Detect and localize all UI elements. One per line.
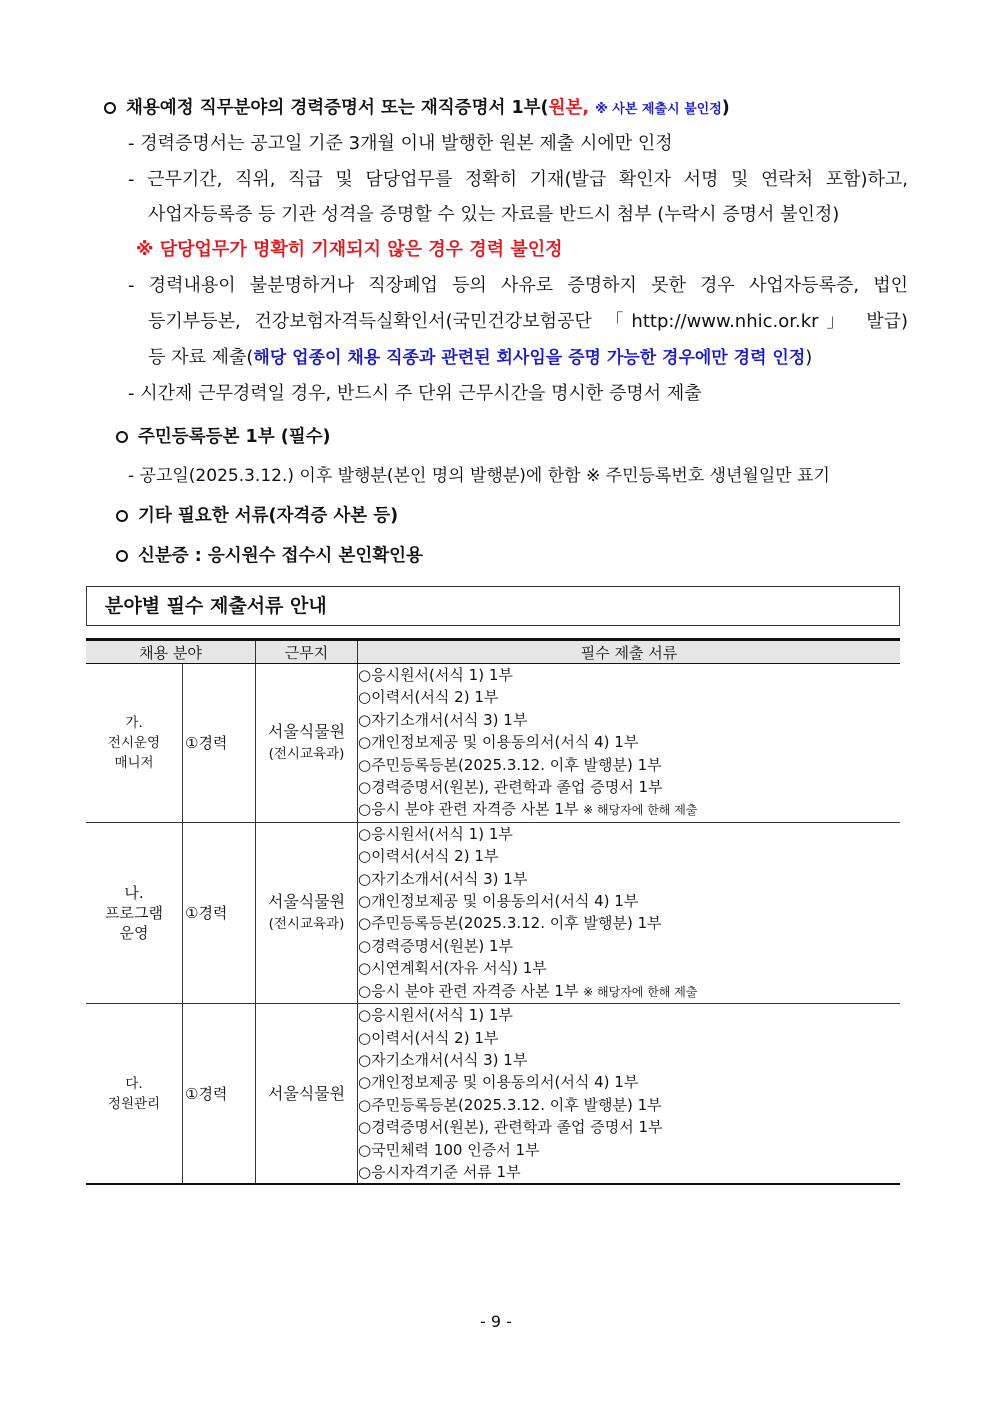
doc-item: ○응시자격기준 서류 1부 — [358, 1162, 521, 1181]
row-type: ①경력 — [183, 664, 256, 823]
section3-title-text: 기타 필요한 서류(자격증 사본 등) — [138, 506, 399, 526]
section1-warning: ※ 담당업무가 명확히 기재되지 않은 경우 경력 불인정 — [136, 239, 563, 260]
row-field-line: 다. — [125, 1075, 143, 1092]
section1-bullet-2-line2: 사업자등록증 등 기관 성격을 증명할 수 있는 자료를 반드시 첨부 (누락시 증명서 불인정) — [148, 204, 840, 225]
section1-bullet-2-line1: - 근무기간, 직위, 직급 및 담당업무를 정확히 기재(발급 확인자 서명 및 연락처 포함)하고, — [128, 169, 908, 190]
doc-item: ○응시원서(서식 1) 1부 — [358, 824, 513, 843]
row-docs — [358, 1004, 901, 1185]
row-place-dept: (전시교육과) — [268, 915, 345, 932]
doc-item: ○자기소개서(서식 3) 1부 — [358, 710, 528, 729]
table-row — [86, 1004, 900, 1185]
doc-item: ○자기소개서(서식 3) 1부 — [358, 869, 528, 888]
doc-item-note: ※ 해당자에 한해 제출 — [583, 984, 698, 999]
row-place-name: 서울식물원 — [267, 721, 346, 741]
section1-bullet-1: - 경력증명서는 공고일 기준 3개월 이내 발행한 원본 제출 시에만 인정 — [128, 133, 673, 154]
hollow-circle-bullet-icon — [116, 550, 128, 562]
row-type: ①경력 — [183, 822, 256, 1003]
row-field-line: 매니저 — [114, 754, 154, 771]
hollow-circle-bullet-icon — [104, 102, 116, 114]
row-field-line: 전시운영 — [107, 734, 161, 751]
section2-bullet-1: - 공고일(2025.3.12.) 이후 발행분(본인 명의 발행분)에 한함 ※ 주민등록번호 생년월일만 표기 — [128, 466, 830, 486]
doc-item: ○이력서(서식 2) 1부 — [358, 1028, 499, 1047]
doc-item: ○개인정보제공 및 이용동의서(서식 4) 1부 — [358, 892, 639, 911]
doc-item: ○경력증명서(원본) 1부 — [358, 936, 514, 955]
section3-title — [116, 504, 398, 528]
row-field — [86, 664, 183, 823]
hollow-circle-bullet-icon — [116, 510, 128, 522]
section1-bullet-3-line2: 등기부등본, 건강보험자격득실확인서(국민건강보험공단 「http://www.nhic.or.kr」 발급) — [148, 311, 908, 332]
required-documents-header-title: 분야별 필수 제출서류 안내 — [105, 595, 327, 617]
row-place-dept: (전시교육과) — [268, 745, 345, 762]
section1-title-original: 원본, — [548, 98, 590, 118]
row-place — [256, 664, 358, 823]
section1-title-close: ) — [721, 98, 730, 118]
header-field: 채용 분야 — [86, 640, 256, 664]
doc-item: ○개인정보제공 및 이용동의서(서식 4) 1부 — [358, 1073, 639, 1092]
page-number: - 9 - — [480, 1312, 512, 1331]
table-row — [86, 664, 900, 823]
doc-item: ○응시원서(서식 1) 1부 — [358, 1006, 513, 1025]
row-field-line: 나. — [124, 883, 144, 902]
hollow-circle-bullet-icon — [116, 431, 128, 443]
header-docs: 필수 제출 서류 — [358, 640, 901, 664]
row-docs — [358, 822, 901, 1003]
section2-title — [116, 425, 331, 449]
row-place-name: 서울식물원 — [267, 1083, 346, 1103]
row-type: ①경력 — [183, 1004, 256, 1185]
doc-item: ○자기소개서(서식 3) 1부 — [358, 1050, 528, 1069]
doc-item — [358, 798, 900, 821]
row-field-line: 프로그램 — [105, 903, 163, 922]
doc-item: ○개인정보제공 및 이용동의서(서식 4) 1부 — [358, 733, 639, 752]
required-documents-header-box — [86, 586, 900, 626]
section1-bullet-3-line1: - 경력내용이 불분명하거나 직장폐업 등의 사유로 증명하지 못한 경우 사업자등록증, 법인 — [128, 275, 908, 296]
doc-item-text: ○응시 분야 관련 자격증 사본 1부 — [358, 981, 579, 1000]
section1-title — [104, 96, 730, 122]
section1-title-main: 채용예정 직무분야의 경력증명서 또는 재직증명서 1부( — [126, 98, 549, 118]
section1-bullet-3-emphasis: 해당 업종이 채용 직종과 관련된 회사임을 증명 가능한 경우에만 경력 인정 — [253, 348, 806, 368]
row-place — [256, 1004, 358, 1185]
doc-item — [358, 980, 900, 1003]
doc-item: ○경력증명서(원본), 관련학과 졸업 증명서 1부 — [358, 778, 663, 797]
section1-bullet-3-line3-start: 등 자료 제출( — [148, 347, 254, 368]
row-field-line: 정원관리 — [107, 1095, 161, 1112]
section1-bullet-4: - 시간제 근무경력일 경우, 반드시 주 단위 근무시간을 명시한 증명서 제출 — [128, 383, 702, 404]
doc-item: ○국민체력 100 인증서 1부 — [358, 1140, 540, 1159]
row-docs — [358, 664, 901, 823]
doc-item: ○주민등록등본(2025.3.12. 이후 발행분) 1부 — [358, 755, 662, 774]
required-documents-table — [86, 638, 900, 1185]
row-place-name: 서울식물원 — [267, 891, 346, 911]
doc-item: ○이력서(서식 2) 1부 — [358, 847, 499, 866]
section1-bullet-3-line3 — [148, 346, 812, 370]
doc-item: ○시연계획서(자유 서식) 1부 — [358, 959, 547, 978]
section4-title — [116, 544, 423, 568]
row-place — [256, 822, 358, 1003]
doc-item: ○주민등록등본(2025.3.12. 이후 발행분) 1부 — [358, 914, 662, 933]
section1-bullet-3-line3-end: ) — [805, 347, 813, 368]
section4-title-text: 신분증 : 응시원수 접수시 본인확인용 — [138, 546, 423, 566]
row-field — [86, 1004, 183, 1185]
doc-item: ○경력증명서(원본), 관련학과 졸업 증명서 1부 — [358, 1118, 663, 1137]
doc-item: ○이력서(서식 2) 1부 — [358, 688, 499, 707]
header-place: 근무지 — [256, 640, 358, 664]
section1-title-note: ※ 사본 제출시 불인정 — [595, 102, 722, 117]
section2-title-text: 주민등록등본 1부 (필수) — [138, 427, 331, 447]
doc-item-note: ※ 해당자에 한해 제출 — [583, 803, 698, 818]
doc-item: ○주민등록등본(2025.3.12. 이후 발행분) 1부 — [358, 1095, 662, 1114]
table-row — [86, 822, 900, 1003]
doc-item-text: ○응시 분야 관련 자격증 사본 1부 — [358, 800, 579, 819]
row-field-line: 가. — [125, 714, 143, 731]
row-field-line: 운영 — [119, 923, 149, 942]
row-field — [86, 822, 183, 1003]
doc-item: ○응시원서(서식 1) 1부 — [358, 666, 513, 684]
table-header-row — [86, 640, 900, 664]
